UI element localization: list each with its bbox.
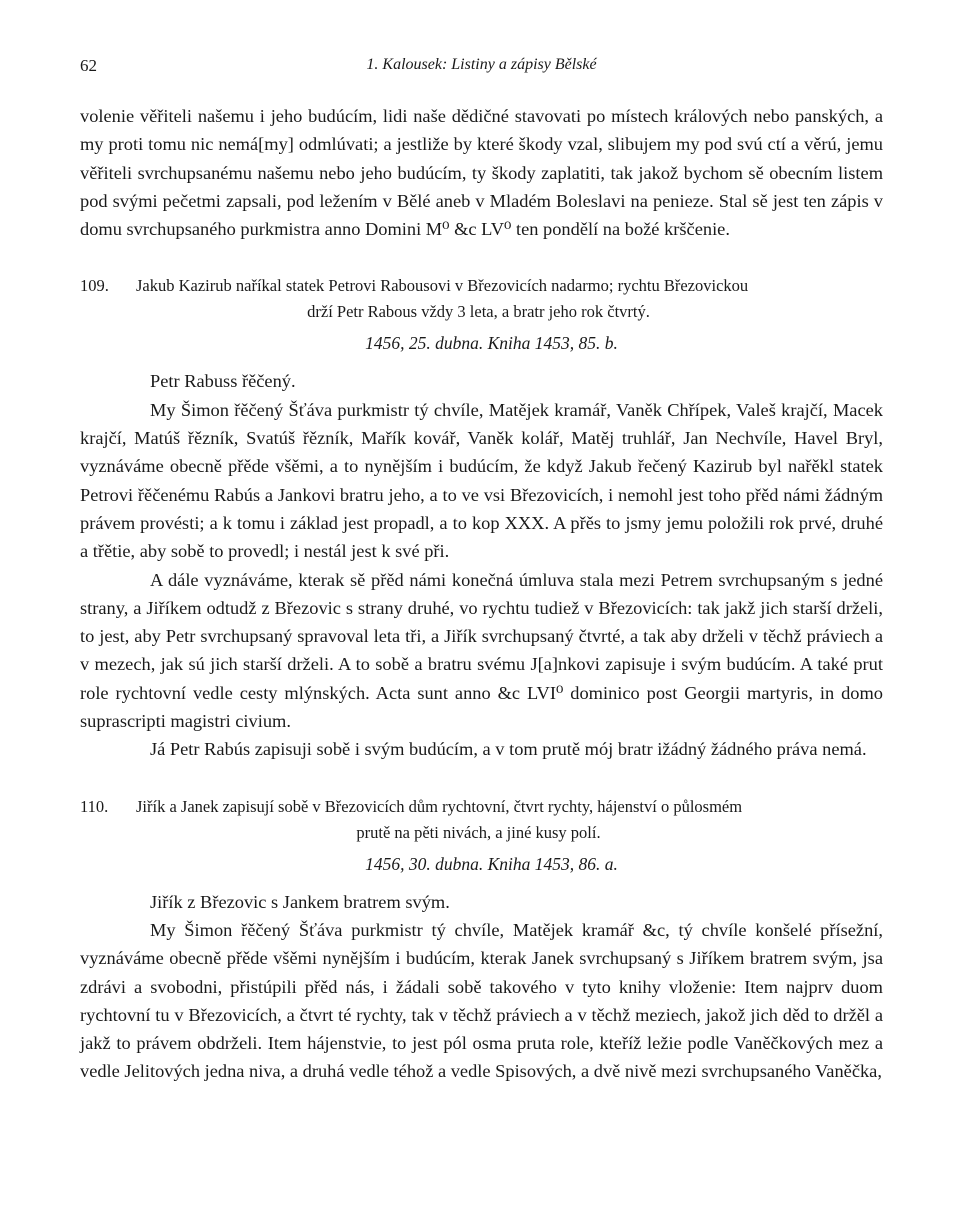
entry-paragraph: A dále vyznáváme, kterak sě přěd námi konečná úmluva stala mezi Petrem svrchupsaným s jedné strany, a Jiříkem odtudž z Březovic s strany druhé, vo rychtu tudiež v Březovicích: tak jakž jich starší drželi, to jest, aby Petr svrchupsaný spravoval leta tři, a Jiřík svrchupsaný čtvrté, a tak aby drželi v těchž práviech a v mezech, jak sú jich starší drželi. A to sobě a bratru svému J[a]nkovi zapisuje i svým budúcím. A také prut role rychtovní vedle cesty mlýnských. Acta sunt anno &c LVI⁰ dominico post Georgii martyris, in domo suprascripti magistri civium. (80, 569, 883, 732)
entry-109 (80, 273, 883, 763)
entry-paragraph: Jiřík z Březovic s Jankem bratrem svým. (150, 891, 450, 912)
entry-110 (80, 794, 883, 1086)
running-header (80, 56, 883, 82)
entry-date: 1456, 30. dubna. Kniha 1453, 86. a. (365, 853, 618, 874)
entry-date: 1456, 25. dubna. Kniha 1453, 85. b. (365, 333, 618, 354)
entry-heading-line2: prutě na pěti nivách, a jiné kusy polí. (356, 822, 601, 842)
document-body (80, 102, 883, 1086)
entry-heading (80, 794, 883, 846)
entry-heading (80, 273, 883, 325)
entry-paragraph: Já Petr Rabús zapisuji sobě i svým budúcím, a v tom prutě mój bratr ižádný žádného práva nemá. (150, 739, 867, 760)
entry-paragraph: My Šimon řěčený Šťáva purkmistr tý chvíle, Matějek kramář &c, tý chvíle konšelé přísežní, vyznáváme obecně přěde všěmi nynějším i budúcím, kterak Janek svrchupsaný s Jiříkem bratrem svým, jsa zdrávi a svobodni, přistúpili přěd nás, i žádali sobě takového v tyto knihy vloženie: Item najprv duom rychtovní tu v Březovicích, a čtvrt té rychty, tak v těchž práviech a v těchž meziech, jakož jich děd to držěl a jakž to právem obdrželi. Item hájenstvie, to jest pól osma pruta role, kteříž ležie podle Vaněčkových mez a vedle Jelitových jedna niva, a druhá vedle téhož a vedle Spisových, a dvě nivě mezi svrchupsaného Vaněčka, (80, 919, 883, 1082)
entry-paragraph: My Šimon řěčený Šťáva purkmistr tý chvíle, Matějek kramář, Vaněk Chřípek, Valeš krajčí, Macek krajčí, Matúš řězník, Svatúš řězník, Mařík kovář, Vaněk kolář, Matěj truhlář, Jan Nechvíle, Havel Bryl, vyznáváme obecně přěde všěmi, a to nynějším i budúcím, že když Jakub řečený Kazirub byl nařěkl statek Petrovi řěčenému Rabús a Jankovi bratru jeho, a to ve vsi Březovicích, i nemohl jest toho přěd námi žádným právem provésti; a k tomu i základ jest propadl, a to kop XXX. A přěs to jsmy jemu položili rok prvé, druhé a třětie, aby sobě to provedl; i nestál jest k své při. (80, 399, 883, 562)
entry-number: 109. (80, 276, 109, 296)
document-page (80, 56, 883, 1086)
entry-number: 110. (80, 796, 109, 816)
entry-paragraph: Petr Rabuss řěčený. (150, 371, 296, 392)
entry-heading-line1: Jiřík a Janek zapisují sobě v Březovicích dům rychtovní, čtvrt rychty, hájenství o půlosmém (136, 796, 743, 816)
running-title: 1. Kalousek: Listiny a zápisy Bělské (366, 56, 597, 73)
entry-heading-line2: drží Petr Rabous vždy 3 leta, a bratr jeho rok čtvrtý. (307, 302, 650, 322)
page-number: 62 (80, 56, 97, 75)
continuation-paragraph: volenie věřiteli našemu i jeho budúcím, lidi naše dědičné stavovati po místech králových nebo panských, a my proti tomu nic nemá[my] odmlúvati; a jestliže by které škody vzal, slibujem my pod svú ctí a věrú, jemu věřiteli svrchupsanému našemu nebo jeho budúcím, ty škody zaplatiti, tak jakož bychom sě obecním listem pod svými pečetmi zapsali, pod ležením v Bělé aneb v Mladém Boleslavi na penieze. Stal sě jest ten zápis v domu svrchupsaného purkmistra anno Domini M⁰ &c LV⁰ ten pondělí na božé krščenie. (80, 106, 883, 240)
entry-heading-line1: Jakub Kazirub naříkal statek Petrovi Rabousovi v Březovicích nadarmo; rychtu Březovickou (136, 276, 749, 296)
